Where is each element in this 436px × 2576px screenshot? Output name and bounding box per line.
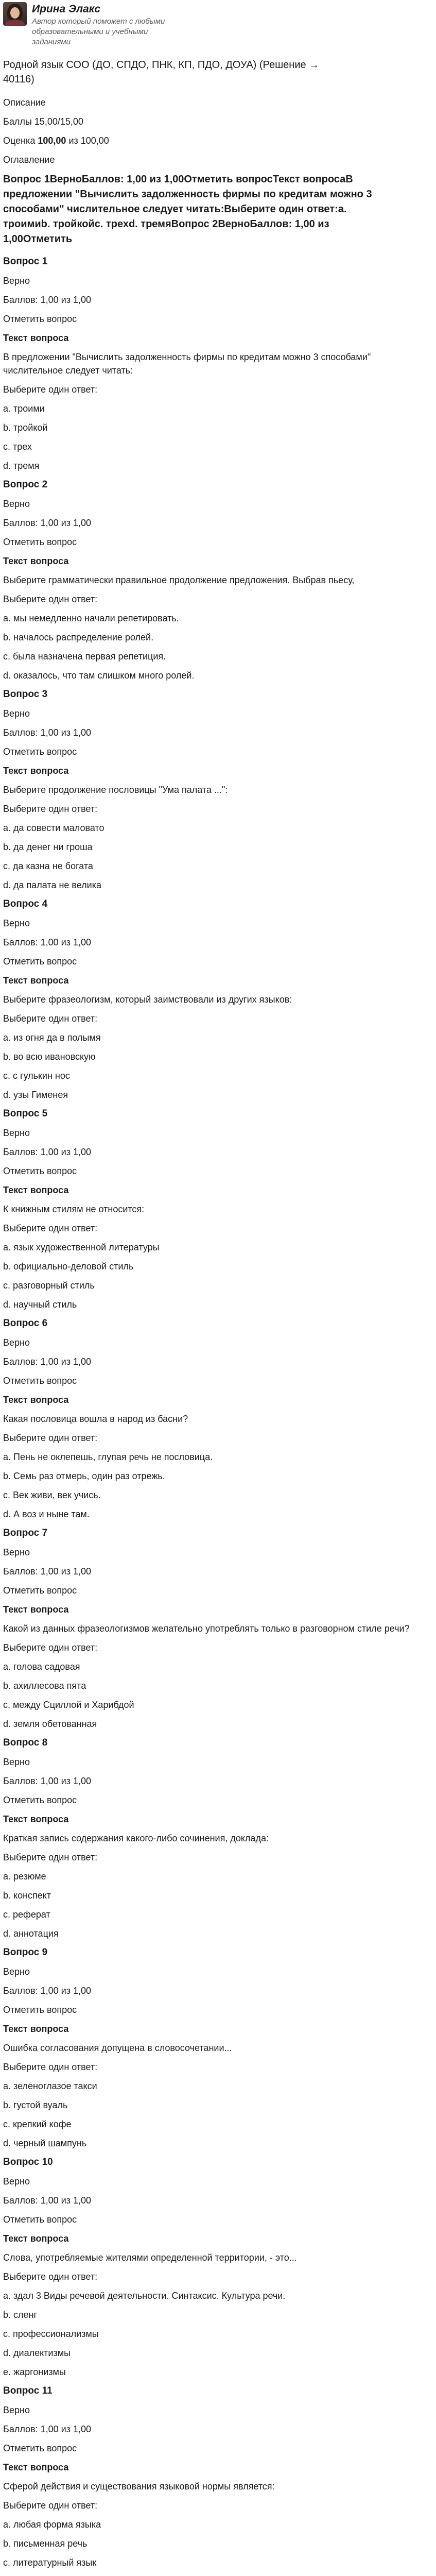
question-4 xyxy=(3,897,415,1101)
question-text-label: Текст вопроса xyxy=(3,1604,69,1615)
answer-option: b. сленг xyxy=(3,2310,38,2320)
answer-prompt: Выберите один ответ: xyxy=(3,2062,98,2072)
question-score: Баллов: 1,00 из 1,00 xyxy=(3,2424,91,2434)
question-text: Ошибка согласования допущена в словосочетании... xyxy=(3,2043,232,2053)
question-status: Верно xyxy=(3,1337,30,1348)
answer-option: a. из огня да в полымя xyxy=(3,1032,101,1043)
answer-option: b. ахиллесова пята xyxy=(3,1681,86,1691)
flag-question-link[interactable]: Отметить вопрос xyxy=(3,2443,77,2453)
page-title: Родной язык СОО (ДО, СПДО, ПНК, КП, ПДО, ДОУА) (Решение → 40116) xyxy=(3,59,320,85)
question-title: Вопрос 6 xyxy=(3,1318,48,1329)
points-line xyxy=(3,115,415,128)
answer-option: b. да денег ни гроша xyxy=(3,842,93,852)
author-bio: Автор который поможет с любыми образовательными и учебными заданиями xyxy=(32,17,165,46)
answer-option: c. с гулькин нос xyxy=(3,1071,70,1081)
answer-option: b. письменная речь xyxy=(3,2538,88,2549)
answer-option: d. диалектизмы xyxy=(3,2348,71,2358)
question-7 xyxy=(3,1527,415,1731)
question-text-label: Текст вопроса xyxy=(3,1395,69,1405)
answer-option: d. А воз и ныне там. xyxy=(3,1509,90,1519)
answer-option: b. официально-деловой стиль xyxy=(3,1261,134,1272)
grade-max: из 100,00 xyxy=(68,135,109,146)
flag-question-link[interactable]: Отметить вопрос xyxy=(3,1376,77,1386)
answer-prompt: Выберите один ответ: xyxy=(3,1223,98,1233)
answer-option: d. земля обетованная xyxy=(3,1719,97,1729)
flag-question-link[interactable]: Отметить вопрос xyxy=(3,747,77,757)
answer-option: a. любая форма языка xyxy=(3,2519,101,2530)
question-text: Выберите грамматически правильное продолжение предложения. Выбрав пьесу, xyxy=(3,575,355,585)
answer-prompt: Выберите один ответ: xyxy=(3,1013,98,1024)
flag-question-link[interactable]: Отметить вопрос xyxy=(3,1585,77,1596)
answer-option: a. Пень не оклепешь, глупая речь не пословица. xyxy=(3,1452,213,1462)
question-score: Баллов: 1,00 из 1,00 xyxy=(3,1776,91,1786)
answer-option: a. да совести маловато xyxy=(3,823,104,833)
grade-label: Оценка xyxy=(3,135,36,146)
answer-prompt: Выберите один ответ: xyxy=(3,1852,98,1862)
question-status: Верно xyxy=(3,1547,30,1557)
question-8 xyxy=(3,1736,415,1940)
answer-option: c. Век живи, век учись. xyxy=(3,1490,101,1500)
answer-option: a. язык художественной литературы xyxy=(3,1242,160,1252)
question-text-label: Текст вопроса xyxy=(3,1814,69,1824)
question-title: Вопрос 7 xyxy=(3,1528,48,1538)
answer-prompt: Выберите один ответ: xyxy=(3,2500,98,2511)
grade-line xyxy=(3,134,415,147)
answer-option: d. научный стиль xyxy=(3,1299,77,1310)
question-text: Какой из данных фразеологизмов желательно употреблять только в разговорном стиле речи? xyxy=(3,1623,410,1634)
flag-question-link[interactable]: Отметить вопрос xyxy=(3,537,77,547)
question-title: Вопрос 1 xyxy=(3,256,48,267)
question-score: Баллов: 1,00 из 1,00 xyxy=(3,1566,91,1577)
answer-option: c. профессионализмы xyxy=(3,2329,99,2339)
question-title: Вопрос 8 xyxy=(3,1737,48,1748)
question-score: Баллов: 1,00 из 1,00 xyxy=(3,727,91,738)
answer-prompt: Выберите один ответ: xyxy=(3,804,98,814)
question-11 xyxy=(3,2384,415,2576)
grade-value: 100,00 xyxy=(38,135,66,146)
question-10 xyxy=(3,2156,415,2379)
question-text: Какая пословица вошла в народ из басни? xyxy=(3,1414,188,1424)
question-9 xyxy=(3,1946,415,2150)
question-status: Верно xyxy=(3,708,30,719)
author-header xyxy=(3,0,415,54)
question-status: Верно xyxy=(3,499,30,509)
answer-option: a. резюме xyxy=(3,1871,46,1882)
answer-option: b. тройкой xyxy=(3,422,48,433)
answer-option: b. Семь раз отмерь, один раз отрежь. xyxy=(3,1471,165,1481)
question-text-label: Текст вопроса xyxy=(3,2233,69,2244)
points-label: Баллы xyxy=(3,116,32,127)
question-text-label: Текст вопроса xyxy=(3,975,69,986)
question-score: Баллов: 1,00 из 1,00 xyxy=(3,1986,91,1996)
question-text-label: Текст вопроса xyxy=(3,2024,69,2034)
answer-option: b. густой вуаль xyxy=(3,2100,68,2110)
question-score: Баллов: 1,00 из 1,00 xyxy=(3,937,91,947)
question-score: Баллов: 1,00 из 1,00 xyxy=(3,295,91,305)
question-text: К книжным стилям не относится: xyxy=(3,1204,145,1214)
answer-option: b. конспект xyxy=(3,1890,51,1901)
answer-prompt: Выберите один ответ: xyxy=(3,384,98,395)
author-avatar xyxy=(3,2,27,26)
question-5 xyxy=(3,1107,415,1311)
flag-question-link[interactable]: Отметить вопрос xyxy=(3,956,77,967)
question-text-label: Текст вопроса xyxy=(3,766,69,776)
question-text: Выберите продолжение пословицы "Ума палата ...": xyxy=(3,785,228,795)
flag-question-link[interactable]: Отметить вопрос xyxy=(3,1166,77,1176)
question-score: Баллов: 1,00 из 1,00 xyxy=(3,1147,91,1157)
answer-option: c. трех xyxy=(3,442,32,452)
description-label: Описание xyxy=(3,97,46,108)
toc-label: Оглавление xyxy=(3,155,55,165)
question-status: Верно xyxy=(3,1757,30,1767)
answer-option: d. узы Гименея xyxy=(3,1090,68,1100)
question-title: Вопрос 4 xyxy=(3,899,48,909)
answer-option: c. между Сциллой и Харибдой xyxy=(3,1700,134,1710)
answer-prompt: Выберите один ответ: xyxy=(3,594,98,604)
question-text: В предложении "Вычислить задолженность фирмы по кредитам можно 3 способами" числительное следует читать: xyxy=(3,352,371,376)
answer-option: b. во всю ивановскую xyxy=(3,1052,96,1062)
answer-option: c. разговорный стиль xyxy=(3,1280,95,1291)
main-content xyxy=(3,0,415,2576)
question-text: Краткая запись содержания какого-либо сочинения, доклада: xyxy=(3,1833,269,1843)
answer-prompt: Выберите один ответ: xyxy=(3,2272,98,2282)
flag-question-link[interactable]: Отметить вопрос xyxy=(3,2214,77,2225)
question-text: Сферой действия и существования языковой нормы является: xyxy=(3,2481,275,2492)
answer-option: a. троими xyxy=(3,403,45,414)
question-text-label: Текст вопроса xyxy=(3,333,69,343)
answer-option: c. реферат xyxy=(3,1909,50,1920)
question-score: Баллов: 1,00 из 1,00 xyxy=(3,1357,91,1367)
answer-prompt: Выберите один ответ: xyxy=(3,1433,98,1443)
question-6 xyxy=(3,1317,415,1521)
question-status: Верно xyxy=(3,1967,30,1977)
answer-option: e. жаргонизмы xyxy=(3,2367,66,2377)
question-status: Верно xyxy=(3,1128,30,1138)
question-title: Вопрос 10 xyxy=(3,2157,53,2167)
flag-question-link[interactable]: Отметить вопрос xyxy=(3,1795,77,1805)
question-status: Верно xyxy=(3,2176,30,2187)
answer-option: a. зеленоглазое такси xyxy=(3,2081,97,2091)
answer-option: a. мы немедленно начали репетировать. xyxy=(3,613,179,623)
question-title: Вопрос 3 xyxy=(3,689,48,700)
flag-question-link[interactable]: Отметить вопрос xyxy=(3,2005,77,2015)
question-title: Вопрос 2 xyxy=(3,479,48,490)
question-title: Вопрос 9 xyxy=(3,1947,48,1958)
question-1 xyxy=(3,255,415,472)
question-status: Верно xyxy=(3,2405,30,2415)
answer-prompt: Выберите один ответ: xyxy=(3,1642,98,1653)
answer-option: d. оказалось, что там слишком много ролей. xyxy=(3,670,195,681)
points-value: 15,00/15,00 xyxy=(34,116,83,127)
answer-option: a. здал 3 Виды речевой деятельности. Синтаксис. Культура речи. xyxy=(3,2291,286,2301)
answer-option: c. литературный язык xyxy=(3,2557,97,2568)
question-3 xyxy=(3,688,415,892)
answer-option: c. была назначена первая репетиция. xyxy=(3,651,166,662)
question-text-label: Текст вопроса xyxy=(3,2462,69,2472)
answer-option: d. да палата не велика xyxy=(3,880,102,890)
question-score: Баллов: 1,00 из 1,00 xyxy=(3,2195,91,2206)
question-title: Вопрос 11 xyxy=(3,2385,53,2396)
answer-option: d. аннотация xyxy=(3,1928,59,1939)
question-2 xyxy=(3,478,415,682)
author-info xyxy=(32,2,186,47)
answer-option: c. крепкий кофе xyxy=(3,2119,72,2129)
summary-paragraph: Вопрос 1ВерноБаллов: 1,00 из 1,00Отметить вопросТекст вопросаВ предложении "Вычислить задолженность фирмы по кредитам можно 3 способами" числительное следует читать:Выберите один ответ:a. троимиb. тройкойc. трехd. тремяВопрос 2ВерноБаллов: 1,00 из 1,00Отметить xyxy=(3,174,372,245)
question-text-label: Текст вопроса xyxy=(3,1185,69,1195)
question-text: Выберите фразеологизм, который заимствовали из других языков: xyxy=(3,994,292,1005)
question-title: Вопрос 5 xyxy=(3,1108,48,1119)
flag-question-link[interactable]: Отметить вопрос xyxy=(3,314,77,324)
answer-option: d. черный шампунь xyxy=(3,2138,87,2148)
question-status: Верно xyxy=(3,276,30,286)
answer-option: b. началось распределение ролей. xyxy=(3,632,154,642)
question-text-label: Текст вопроса xyxy=(3,556,69,566)
question-status: Верно xyxy=(3,918,30,928)
question-score: Баллов: 1,00 из 1,00 xyxy=(3,518,91,528)
author-name: Ирина Элакс xyxy=(32,3,101,15)
answer-option: c. да казна не богата xyxy=(3,861,93,871)
question-text: Слова, употребляемые жителями определенной территории, - это... xyxy=(3,2252,297,2263)
answer-option: d. тремя xyxy=(3,461,40,471)
answer-option: a. голова садовая xyxy=(3,1662,80,1672)
